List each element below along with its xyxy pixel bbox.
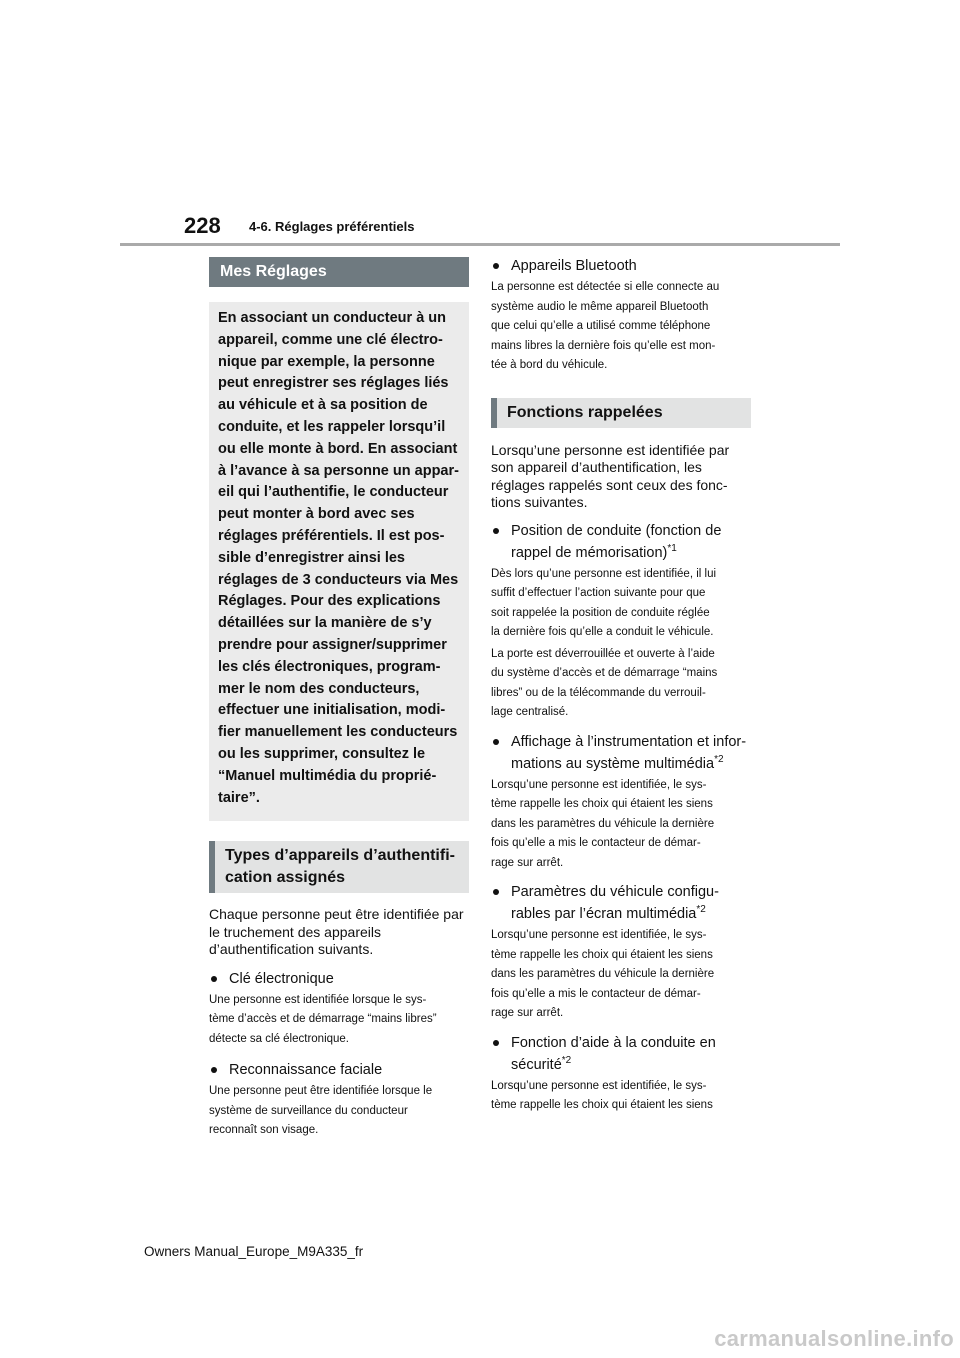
description-line: Une personne est identifiée lorsque le sys- <box>209 993 427 1006</box>
summary-line: En associant un conducteur à un <box>218 310 447 326</box>
summary-line: ou elle monte à bord. En associant <box>218 440 458 457</box>
description-line: détecte sa clé électronique. <box>209 1032 350 1045</box>
description-line: lage centralisé. <box>491 706 569 718</box>
summary-line: effectuer une initialisation, modi- <box>218 702 446 719</box>
summary-line: conduite, et les rappeler lorsqu’il <box>218 418 446 435</box>
intro-paragraph: Lorsqu’une personne est identifiée par son appareil d’authentification, les réglages rappelés sont ceux des fonc-tions suivantes. <box>491 441 730 510</box>
section-title-device-types <box>209 841 469 893</box>
summary-line: les clés électroniques, program- <box>218 658 441 675</box>
description-line: tée à bord du véhicule. <box>491 359 608 371</box>
bullet-item <box>491 520 751 564</box>
description-line: reconnaît son visage. <box>209 1124 319 1137</box>
summary-line: à l’avance à sa personne un appar- <box>218 462 459 479</box>
description-line: système de surveillance du conducteur <box>209 1104 408 1117</box>
item-description <box>491 278 751 376</box>
bullet-dot-icon <box>211 976 217 982</box>
item-description <box>491 926 751 1024</box>
description-line: fois qu’elle a mis le contacteur de démar- <box>491 987 701 1000</box>
description-line: que celui qu’elle a utilisé comme téléphone <box>491 320 711 332</box>
description-line: suffit d’effectuer l’action suivante pour que <box>491 587 706 599</box>
right-column <box>491 255 751 1116</box>
footnote-marker: *2 <box>561 1054 572 1066</box>
summary-line: détaillées sur la manière de s’y <box>218 615 432 632</box>
bullet-dot-icon <box>493 1040 499 1046</box>
bullet-label-line: sécurité <box>511 1056 562 1073</box>
summary-line: prendre pour assigner/supprimer <box>218 636 447 653</box>
summary-line: taire”. <box>218 789 260 806</box>
bullet-label-line: Position de conduite (fonction de <box>511 522 722 539</box>
bullet-label <box>511 881 751 925</box>
bullet-dot-icon <box>211 1067 217 1073</box>
summary-line: eil qui l’authentifie, le conducteur <box>218 484 449 501</box>
description-line: tème d’accès et de démarrage “mains libres” <box>209 1013 437 1026</box>
item-description <box>209 991 469 1050</box>
chapter-title: 4-6. Réglages préférentiels <box>249 219 415 234</box>
section-title-mes-reglages: Mes Réglages <box>209 257 469 287</box>
summary-line: mer le nom des conducteurs, <box>218 680 420 697</box>
summary-line: nique par exemple, la personne <box>218 353 435 370</box>
description-line: soit rappelée la position de conduite réglée <box>491 606 710 619</box>
description-line: mains libres la dernière fois qu’elle est mon- <box>491 339 716 352</box>
description-line: dans les paramètres du véhicule la dernière <box>491 968 715 980</box>
intro-paragraph: Chaque personne peut être identifiée par le truchement des appareils d’authentification suivants. <box>209 906 464 958</box>
watermark: carmanualsonline.info <box>714 1326 954 1351</box>
bullet-label: Clé électronique <box>229 970 334 987</box>
item-description <box>491 776 751 874</box>
bullet-label <box>511 1032 751 1076</box>
summary-line: sible d’enregistrer ainsi les <box>218 549 405 566</box>
bullet-item <box>209 1059 469 1081</box>
page-number: 228 <box>184 213 221 238</box>
section-title-line: Types d’appareils d’authentifi- <box>225 847 455 865</box>
summary-line: fier manuellement les conducteurs <box>218 724 458 741</box>
summary-line: réglages de 3 conducteurs via Mes <box>218 571 459 588</box>
summary-line: peut monter à bord avec ses <box>218 506 415 523</box>
summary-line: au véhicule et à sa position de <box>218 397 428 414</box>
description-line: La personne est détectée si elle connecte au <box>491 281 720 293</box>
description-line: rage sur arrêt. <box>491 856 564 869</box>
bullet-label-line: Fonction d’aide à la conduite en <box>511 1034 716 1051</box>
item-description <box>491 1077 751 1116</box>
bullet-label <box>511 520 751 564</box>
bullet-dot-icon <box>493 889 499 895</box>
section-title-functions: Fonctions rappelées <box>491 398 751 428</box>
bullet-label-line: rappel de mémorisation) <box>511 544 668 561</box>
description-line: La porte est déverrouillée et ouverte à l’aide <box>491 647 715 660</box>
item-description <box>209 1082 469 1141</box>
summary-line: “Manuel multimédia du proprié- <box>218 767 437 784</box>
bullet-label: Reconnaissance faciale <box>229 1062 383 1079</box>
item-description <box>491 645 751 723</box>
summary-box <box>209 302 469 821</box>
item-description <box>491 565 751 643</box>
footnote-marker: *1 <box>667 542 677 554</box>
description-line: rage sur arrêt. <box>491 1007 564 1019</box>
bullet-item <box>491 1032 751 1076</box>
bullet-dot-icon <box>493 528 499 534</box>
description-line: tème rappelle les choix qui étaient les siens <box>491 798 713 810</box>
header-rule <box>120 243 840 246</box>
summary-line: ou les supprimer, consultez le <box>218 745 426 762</box>
description-line: Lorsqu’une personne est identifiée, le sys- <box>491 929 707 941</box>
bullet-item <box>491 881 751 925</box>
description-line: Lorsqu’une personne est identifiée, le sys- <box>491 1079 707 1092</box>
bullet-dot-icon <box>493 263 499 269</box>
description-line: Une personne peut être identifiée lorsque le <box>209 1085 433 1098</box>
summary-line: réglages préférentiels. Il est pos- <box>218 527 445 544</box>
summary-line: peut enregistrer ses réglages liés <box>218 375 449 392</box>
description-line: tème rappelle les choix qui étaient les siens <box>491 1099 713 1111</box>
footnote-marker: *2 <box>714 753 724 765</box>
bullet-label-line: mations au système multimédia <box>511 755 715 772</box>
left-column <box>209 255 469 1141</box>
description-line: libres” ou de la télécommande du verrouil- <box>491 686 706 699</box>
footnote-marker: *2 <box>696 904 706 916</box>
bullet-label-line: Affichage à l’instrumentation et infor- <box>511 733 747 750</box>
summary-line: Réglages. Pour des explications <box>218 593 441 610</box>
description-line: du système d’accès et de démarrage “mains <box>491 667 718 679</box>
section-title-line: cation assignés <box>225 869 346 887</box>
bullet-label: Appareils Bluetooth <box>511 258 637 274</box>
description-line: dans les paramètres du véhicule la dernière <box>491 817 715 830</box>
bullet-dot-icon <box>493 739 499 745</box>
description-line: Lorsqu’une personne est identifiée, le sys- <box>491 778 707 791</box>
footer-text: Owners Manual_Europe_M9A335_fr <box>144 1244 364 1259</box>
bullet-item <box>209 968 469 990</box>
bullet-item <box>491 731 751 775</box>
summary-line: appareil, comme une clé électro- <box>218 331 443 348</box>
description-line: système audio le même appareil Bluetooth <box>491 300 709 313</box>
description-line: tème rappelle les choix qui étaient les siens <box>491 948 713 961</box>
bullet-item <box>491 255 751 277</box>
bullet-label-line: rables par l’écran multimédia <box>511 906 697 922</box>
description-line: la dernière fois qu’elle a conduit le véhicule. <box>491 626 714 638</box>
bullet-label-line: Paramètres du véhicule configu- <box>511 884 719 900</box>
description-line: fois qu’elle a mis le contacteur de démar- <box>491 837 701 849</box>
description-line: Dès lors qu’une personne est identifiée, il lui <box>491 567 717 580</box>
bullet-label <box>511 731 751 775</box>
